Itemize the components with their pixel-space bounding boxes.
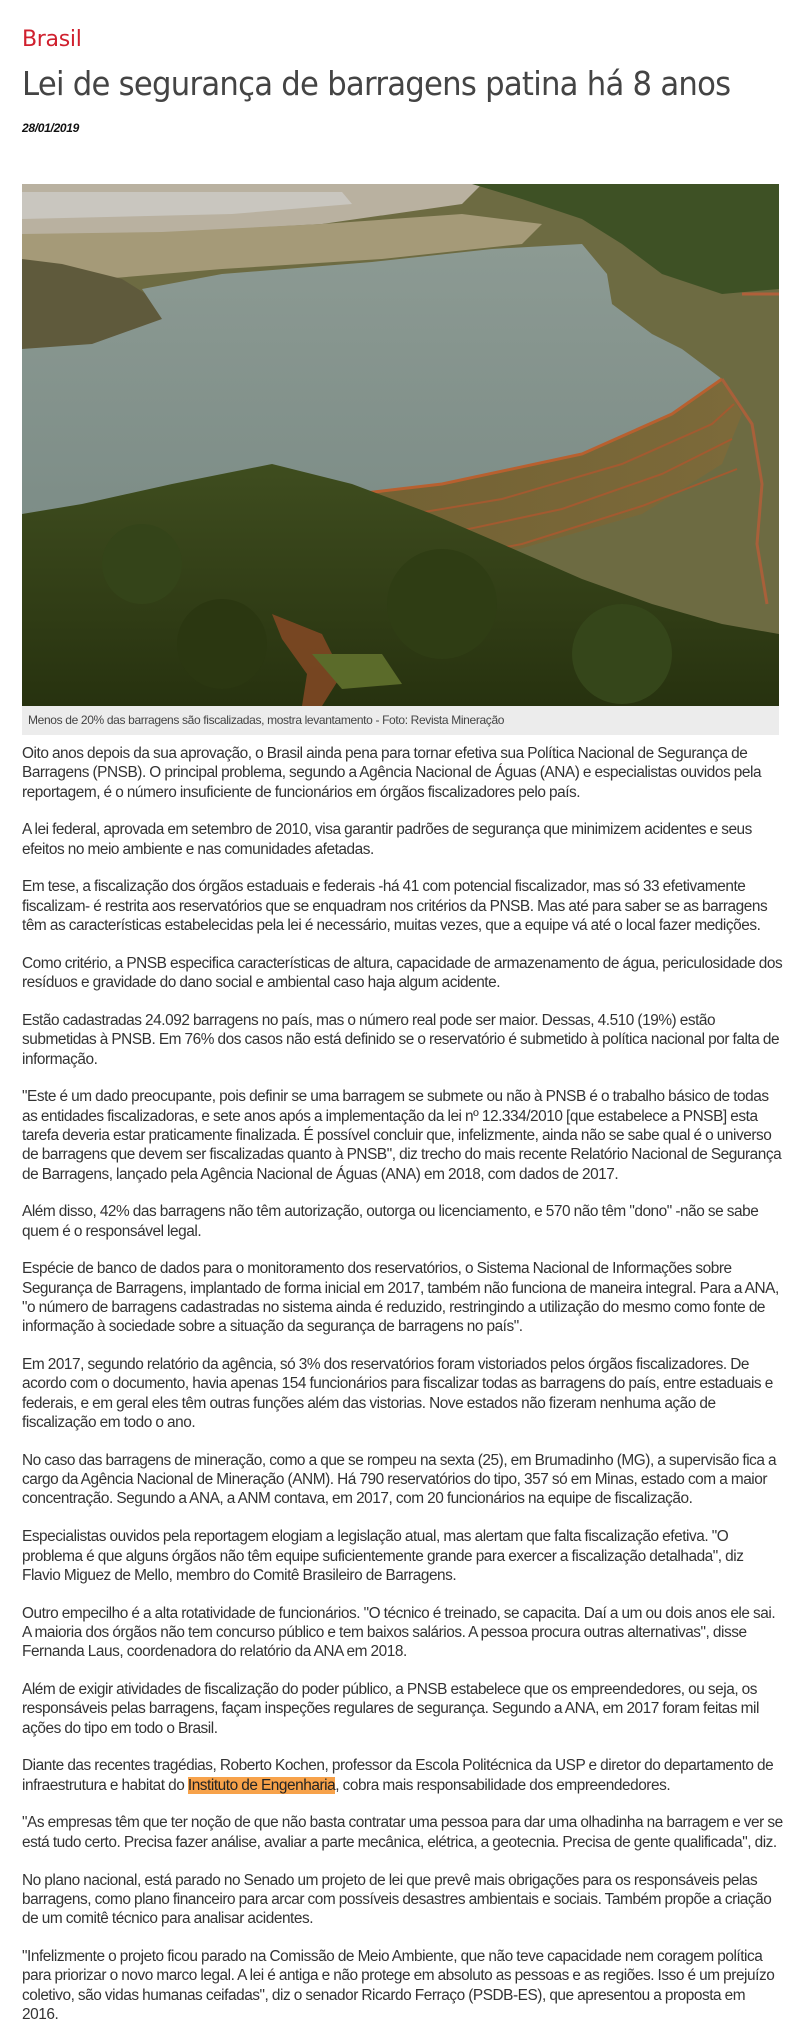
article-date: 28/01/2019 — [22, 121, 80, 135]
paragraph: A lei federal, aprovada em setembro de 2010, visa garantir padrões de segurança que minimizem acidentes e seus efeitos no meio ambiente e nas comunidades afetadas. — [22, 821, 752, 858]
paragraph: Em tese, a fiscalização dos órgãos estaduais e federais -há 41 com potencial fiscalizador, mas só 33 efetivamente fiscalizam- é restrita aos reservatórios que se enquadram nos critérios da PNSB. Mas até para saber se as barragens têm as características estabelecidas pela lei é necessário, muitas vezes, que a equipe vá até o local fazer medições. — [22, 878, 768, 935]
paragraph: No plano nacional, está parado no Senado um projeto de lei que prevê mais obrigações para os responsáveis pelas barragens, como plano financeiro para arcar com possíveis desastres ambientais e sociais. Também propõe a criação de um comitê técnico para analisar acidentes. — [22, 1871, 772, 1928]
article-figure — [22, 184, 779, 735]
section-label[interactable]: Brasil — [22, 27, 82, 52]
paragraph: Como critério, a PNSB especifica características de altura, capacidade de armazenamento de água, periculosidade dos resíduos e gravidade do dano social e ambiental caso haja algum acidente. — [22, 954, 783, 992]
article-photo — [22, 184, 779, 706]
dam-aerial-photo — [22, 184, 779, 706]
paragraph-text: Diante das recentes tragédias, Roberto Kochen, professor da Escola Politécnica da USP e diretor do departamento de infraestrutura e habitat do — [22, 1757, 774, 1794]
paragraph: "Este é um dado preocupante, pois definir se uma barragem se submete ou não à PNSB é o trabalho básico de todas as entidades fiscalizadoras, e sete anos após a implementação da lei nº 12.334/2010 [que estabelece a PNSB] esta tarefa deveria estar praticamente finalizada. É possível concluir que, infelizmente, ainda não se sabe qual é o universo de barragens que devem ser fiscalizadas quanto à PNSB", diz trecho do mais recente Relatório Nacional de Segurança de Barragens, lançado pela Agência Nacional de Águas (ANA) em 2018, com dados de 2017. — [22, 1088, 782, 1183]
paragraph-text: , cobra mais responsabilidade dos empreendedores. — [335, 1776, 671, 1794]
paragraph: "As empresas têm que ter noção de que não basta contratar uma pessoa para dar uma olhadinha na barragem e ver se está tudo certo. Precisa fazer análise, avaliar a parte mecânica, elétrica, a geotecnia. Precisa de gente qualificada", diz. — [22, 1814, 783, 1851]
paragraph: Oito anos depois da sua aprovação, o Brasil ainda pena para tornar efetiva sua Política Nacional de Segurança de Barragens (PNSB). O principal problema, segundo a Agência Nacional de Águas (ANA) e especialistas ouvidos pela reportagem, é o número insuficiente de funcionários em órgãos fiscalizadores pelo país. — [22, 745, 762, 801]
paragraph: Em 2017, segundo relatório da agência, só 3% dos reservatórios foram vistoriados pelos órgãos fiscalizadores. De acordo com o documento, havia apenas 154 funcionários para fiscalizar todas as barragens do país, entre estaduais e federais, e em geral eles têm outras funções além das vistorias. Nove estados não fizeram nenhuma ação de fiscalização em todo o ano. — [22, 1356, 773, 1432]
paragraph: Espécie de banco de dados para o monitoramento dos reservatórios, o Sistema Nacional de Informações sobre Segurança de Barragens, implantado de forma inicial em 2017, também não funciona de maneira integral. Para a ANA, "o número de barragens cadastradas no sistema ainda é reduzido, restringindo a utilização do mesmo como fonte de informação à sociedade sobre a situação da segurança de barragens no país". — [22, 1260, 779, 1336]
article-body — [22, 744, 784, 2043]
paragraph-with-highlight — [22, 1756, 784, 1795]
paragraph: Especialistas ouvidos pela reportagem elogiam a legislação atual, mas alertam que falta fiscalização efetiva. "O problema é que alguns órgãos não têm equipe suficientemente grande para exercer a fiscalização detalhada", diz Flavio Miguez de Mello, membro do Comitê Brasileiro de Barragens. — [22, 1528, 744, 1584]
paragraph: Estão cadastradas 24.092 barragens no país, mas o número real pode ser maior. Dessas, 4.510 (19%) estão submetidas à PNSB. Em 76% dos casos não está definido se o reservatório é submetido à política nacional por falta de informação. — [22, 1011, 780, 1068]
article-title: Lei de segurança de barragens patina há 8 anos — [22, 64, 731, 103]
paragraph: Além de exigir atividades de fiscalização do poder público, a PNSB estabelece que os empreendedores, ou seja, os responsáveis pelas barragens, façam inspeções regulares de segurança. Segundo a ANA, em 2017 foram feitas mil ações do tipo em todo o Brasil. — [22, 1680, 759, 1737]
paragraph: "Infelizmente o projeto ficou parado na Comissão de Meio Ambiente, que não teve capacidade nem coragem política para priorizar o novo marco legal. A lei é antiga e não protege em absoluto as pessoas e as regiões. Isso é um prejuízo coletivo, são vidas humanas ceifadas", diz o senador Ricardo Ferraço (PSDB-ES), que apresentou a proposta em 2016. — [22, 1947, 775, 2023]
paragraph: No caso das barragens de mineração, como a que se rompeu na sexta (25), em Brumadinho (MG), a supervisão fica a cargo da Agência Nacional de Mineração (ANM). Há 790 reservatórios do tipo, 357 só em Minas, estado com a maior concentração. Segundo a ANA, a ANM contava, em 2017, com 20 funcionários na equipe de fiscalização. — [22, 1451, 777, 1508]
highlighted-link-instituto-de-engenharia[interactable]: Instituto de Engenharia — [187, 1776, 336, 1794]
paragraph: Além disso, 42% das barragens não têm autorização, outorga ou licenciamento, e 570 não têm "dono" -não se sabe quem é o responsável legal. — [22, 1203, 759, 1240]
photo-caption: Menos de 20% das barragens são fiscalizadas, mostra levantamento - Foto: Revista Mineração — [22, 706, 779, 735]
paragraph: Outro empecilho é a alta rotatividade de funcionários. "O técnico é treinado, se capacita. Daí a um ou dois anos ele sai. A maioria dos órgãos não tem concurso público e tem baixos salários. A pessoa procura outras alternativas", disse Fernanda Laus, coordenadora do relatório da ANA em 2018. — [22, 1604, 776, 1661]
